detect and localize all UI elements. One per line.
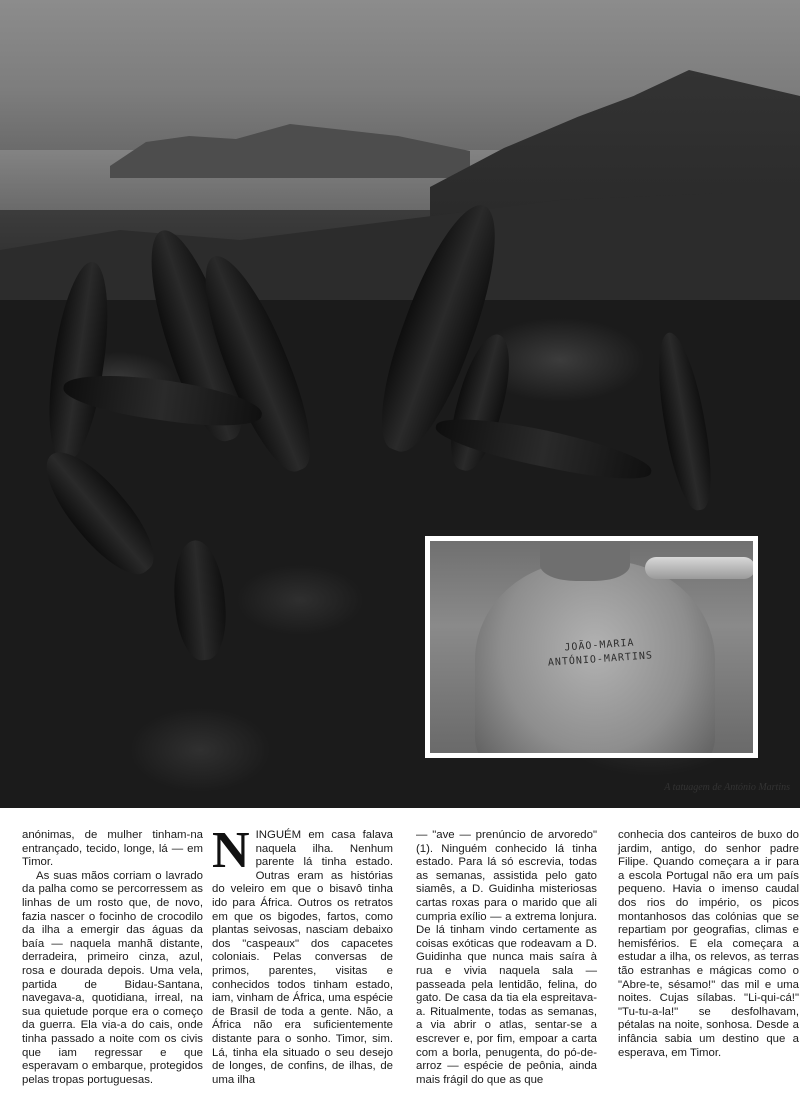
text-column-1 — [22, 829, 203, 1087]
tattoo-photo-image — [430, 541, 753, 753]
text-column-3 — [416, 829, 597, 1087]
tattoo-line-1: JOÃO-MARIA — [564, 637, 635, 654]
tattoo-line-2: ANTÓNIO-MARTINS — [547, 650, 654, 669]
paragraph: — "ave — prenúncio de arvoredo" (1). Ninguém conhecido lá tinha estado. Para lá só escrevia, todas as semanas, assistida pelo gato siamês, a D. Guidinha misteriosas cartas roxas para o marido que ali cumpria exílio — a extrema lonjura. De lá tinham vindo certamente as coisas exóticas que rodeavam a D. Guidinha que nunca mais saíra à rua e vivia naquela sala — passeada pela lentidão, felina, do gato. De casa da tia ela espreitava-a. Ritualmente, todas as semanas, a via abrir o atlas, sentar-se a escrever e, por fim, empoar a carta com a borla, penugenta, do pó-de-arroz — espécie de peônia, ainda mais frágil do que as que — [416, 829, 597, 1086]
text-column-4 — [618, 829, 799, 1060]
paragraph — [212, 822, 393, 1087]
neck — [540, 541, 630, 581]
paragraph-text: INGUÉM em casa falava naquela ilha. Nenhum parente lá tinha estado. Outras eram as histórias do veleiro em que o bisavô tinha ido para África. Outros os retratos em que os bigodes, fartos, como plantas seivosas, nasciam debaixo dos "caspeaux" dos capacetes coloniais. Pelas conversas de primos, parentes, visitas e conhecidos todos tinham estado, iam, vinham de África, uma espécie de Brasil de toda a gente. Não, a África não era suficientemente distante para o sonho. Timor, sim. Lá, tinha ela situado o seu desejo de longes, de confins, de ilhas, de uma ilha — [212, 829, 393, 1086]
pole — [645, 557, 753, 579]
paragraph: conhecia dos canteiros de buxo do jardim, antigo, do senhor padre Filipe. Quando começara a ir para a escola Portugal não era um país pequeno. Havia o imenso caudal dos rios do império, os picos montanhosos das colónias que se repartiam por geografias, climas e hemisférios. E ela começara a estudar a ilha, os relevos, as terras tão estranhas e mágicas como o "Abre-te, sésamo!" das mil e uma noites. Cujas sílabas. "Li-qui-cá!" "Tu-tu-a-la!" se desfolhavam, pétalas na noite, sonhosa. Desde a infância sabia um destino que a esperava, em Timor. — [618, 829, 799, 1059]
photo-caption: A tatuagem de António Martins — [664, 782, 790, 793]
paragraph: As suas mãos corriam o lavrado da palha como se percorressem as linhas de um rosto que, de novo, fazia nascer o focinho de crocodilo da ilha a emergir das águas da baía — naquela manhã distante, derradeira, primeiro cinza, azul, rosa e dourada depois. Uma vela, partida de Bidau-Santana, navegava-a, quotidiana, irreal, na sua quietude porque era o começo da guerra. Ela via-a do cais, onde tinha passado a noite com os civis que iam regressar e que esperavam o embarque, protegidos pelas tropas portuguesas. — [22, 869, 203, 1086]
paragraph: anónimas, de mulher tinham-na entrançado, tecido, longe, lá — em Timor. — [22, 829, 203, 869]
tattoo-photo — [425, 536, 758, 758]
text-column-2 — [212, 822, 393, 1087]
drop-cap: N — [212, 822, 250, 879]
